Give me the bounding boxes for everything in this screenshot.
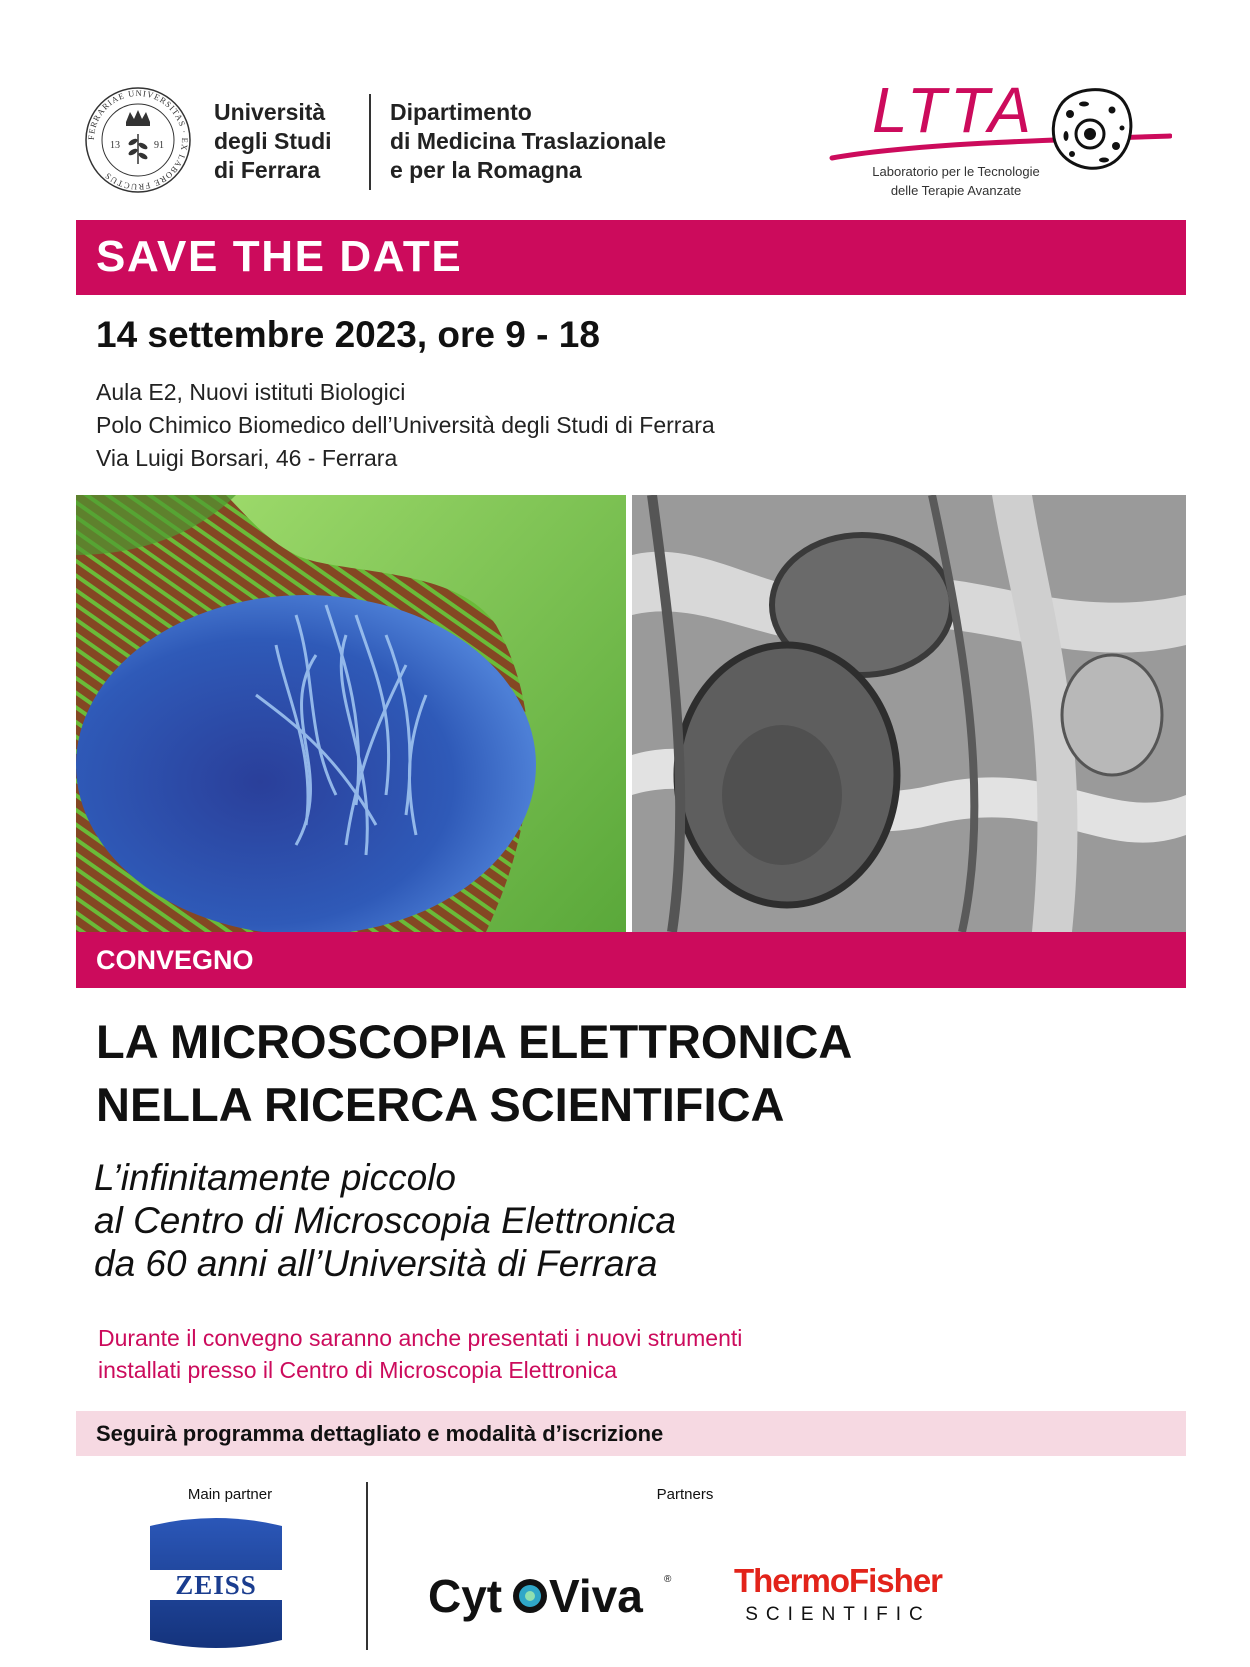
ltta-tagline — [856, 162, 1056, 200]
seal-right-digits: 91 — [154, 140, 164, 151]
header-divider — [369, 94, 371, 190]
program-note: Seguirà programma dettagliato e modalità d’iscrizione — [96, 1421, 664, 1446]
sem-micrograph-image — [76, 495, 626, 932]
save-the-date-heading: SAVE THE DATE — [96, 232, 463, 281]
event-subtitle-line-1: L’infinitamente piccolo — [94, 1157, 456, 1198]
partners-divider — [366, 1482, 368, 1650]
venue-address — [96, 376, 715, 475]
venue-line-1: Aula E2, Nuovi istituti Biologici — [96, 379, 406, 405]
department-name — [390, 98, 666, 185]
event-title-line-1: LA MICROSCOPIA ELETTRONICA — [96, 1015, 853, 1068]
seal-ring-text: FERRARIAE UNIVERSITAS · EX LABORE FRUCTUS — [85, 87, 191, 193]
zeiss-wordmark: ZEISS — [175, 1570, 257, 1600]
cell-icon — [1053, 90, 1131, 169]
seal-left-digits: 13 — [110, 140, 120, 151]
department-line-3: e per la Romagna — [390, 157, 582, 183]
ltta-tagline-line-2: delle Terapie Avanzate — [890, 183, 1022, 198]
event-subtitle-line-3: da 60 anni all’Università di Ferrara — [94, 1243, 658, 1284]
zeiss-logo — [150, 1516, 282, 1650]
cytoviva-wordmark-start: Cyt — [428, 1570, 503, 1622]
event-subtitle — [94, 1156, 676, 1285]
department-line-1: Dipartimento — [390, 99, 532, 125]
university-line-1: Università — [214, 99, 326, 125]
event-title — [96, 1010, 852, 1136]
event-date: 14 settembre 2023, ore 9 - 18 — [96, 314, 600, 355]
cytoviva-registered-mark: ® — [664, 1574, 672, 1585]
department-line-2: di Medicina Traslazionale — [390, 128, 667, 154]
instruments-note — [98, 1322, 742, 1386]
main-partner-label: Main partner — [187, 1486, 273, 1503]
venue-line-2: Polo Chimico Biomedico dell’Università degli Studi di Ferrara — [96, 412, 715, 438]
tem-micrograph-image — [632, 495, 1186, 932]
event-title-line-2: NELLA RICERCA SCIENTIFICA — [96, 1078, 785, 1131]
event-category: CONVEGNO — [96, 945, 254, 975]
thermofisher-scientific: SCIENTIFIC — [745, 1604, 931, 1625]
partners-label: Partners — [656, 1486, 714, 1503]
cytoviva-lens-icon — [513, 1579, 547, 1613]
university-seal-logo — [84, 86, 192, 194]
instruments-note-line-2: installati presso il Centro di Microscopia Elettronica — [98, 1357, 617, 1383]
thermofisher-wordmark: ThermoFisher — [733, 1562, 943, 1599]
university-name — [214, 98, 332, 185]
venue-line-3: Via Luigi Borsari, 46 - Ferrara — [96, 445, 398, 471]
university-line-2: degli Studi — [214, 128, 332, 154]
thermofisher-logo — [720, 1560, 956, 1630]
ltta-tagline-line-1: Laboratorio per le Tecnologie — [872, 164, 1040, 179]
ltta-acronym: LTTA — [872, 74, 1035, 146]
instruments-note-line-1: Durante il convegno saranno anche presentati i nuovi strumenti — [98, 1325, 743, 1351]
cytoviva-logo — [428, 1560, 676, 1626]
event-subtitle-line-2: al Centro di Microscopia Elettronica — [94, 1200, 676, 1241]
university-line-3: di Ferrara — [214, 157, 321, 183]
cytoviva-wordmark-end: Viva — [549, 1570, 643, 1622]
